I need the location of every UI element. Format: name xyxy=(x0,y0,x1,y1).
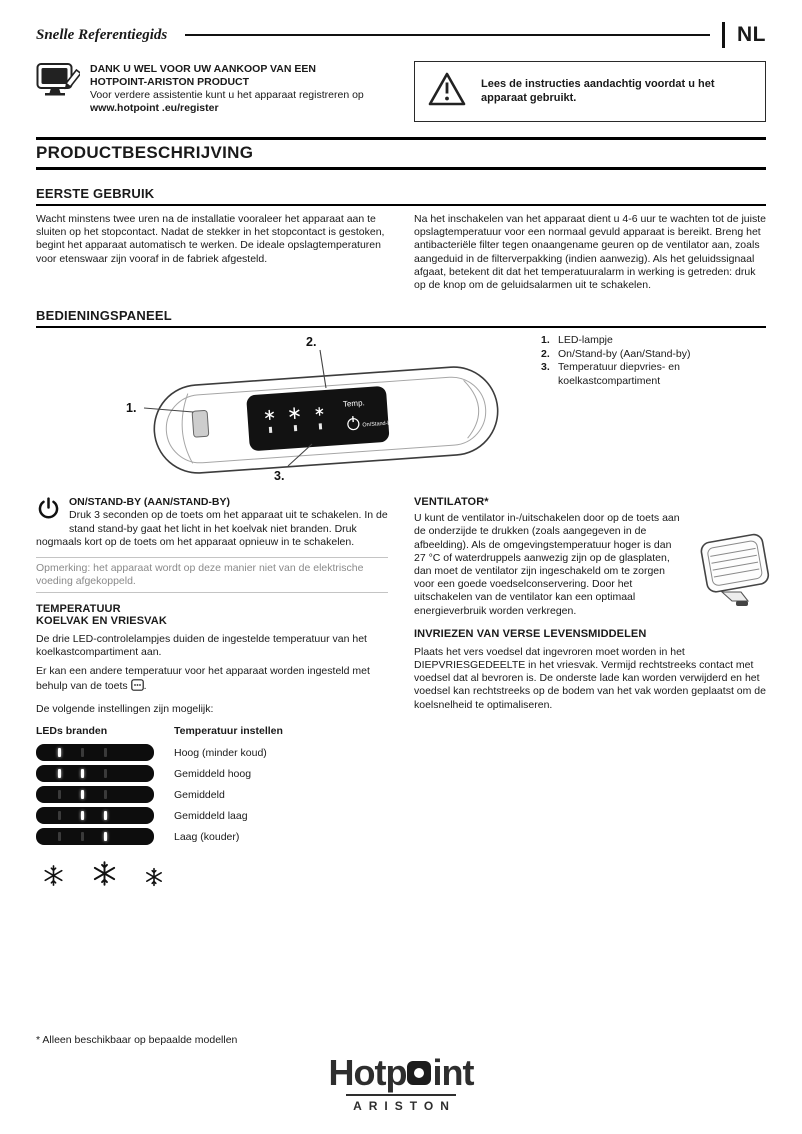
freezing-body: Plaats het vers voedsel dat ingevroren moet worden in het DIEPVRIESGEDEELTE in het vriesvak. Vermijd rechtstreeks contact met voedsel dat al bevroren is. De onderste lade kan worden verwijderd en het voedsel kan rechtstreeks op de bodem van het vak worden geplaatst om de koelsnelheid te optimaliseren. xyxy=(414,645,766,711)
section-heading-bedieningspaneel: BEDIENINGSPANEEL xyxy=(36,308,766,328)
section-title-productbeschrijving: PRODUCTBESCHRIJVING xyxy=(36,137,766,170)
register-icon xyxy=(36,61,80,115)
led-row-label: Gemiddeld laag xyxy=(174,809,248,822)
brand-square-icon xyxy=(407,1061,431,1085)
snowflake-row xyxy=(42,857,388,887)
ventilator-block xyxy=(414,512,766,618)
ventilator-image xyxy=(692,528,780,618)
panel-standby-label: On/Stand-by xyxy=(362,420,394,429)
temp-button-icon xyxy=(131,680,144,692)
legend-text-3b: koelkastcompartiment xyxy=(558,374,661,387)
read-instructions-warning xyxy=(414,61,766,122)
led-display xyxy=(36,744,154,761)
led-row-label: Hoog (minder koud) xyxy=(174,746,267,759)
brand-wordmark xyxy=(0,1054,802,1092)
led-display xyxy=(36,828,154,845)
temperature-para-3: De volgende instellingen zijn mogelijk: xyxy=(36,702,214,715)
legend-item-2 xyxy=(541,348,691,362)
section-heading-eerste-gebruik: EERSTE GEBRUIK xyxy=(36,186,766,206)
standby-note: Opmerking: het apparaat wordt op deze manier niet van de elektrische voeding afgekoppeld. xyxy=(36,557,388,593)
legend-num-3: 3. xyxy=(541,361,550,374)
table-row xyxy=(36,744,388,761)
temperature-heading: TEMPERATUUR xyxy=(36,603,121,616)
control-panel-diagram xyxy=(98,332,568,484)
guide-title: Snelle Referentiegids xyxy=(36,26,168,43)
panel-temp-label: Temp. xyxy=(342,398,366,409)
temperature-para-2 xyxy=(36,665,388,692)
register-text xyxy=(90,61,388,115)
callout-1: 1. xyxy=(126,401,137,416)
register-block xyxy=(36,61,388,115)
brand-logo xyxy=(0,1054,802,1115)
thanks-line-1: DANK U WEL VOOR UW AANKOOP VAN EEN xyxy=(90,63,316,75)
intro-row xyxy=(36,61,766,122)
led-col-header-2: Temperatuur instellen xyxy=(174,725,283,738)
models-footnote: * Alleen beschikbaar op bepaalde modellen xyxy=(36,1034,238,1046)
led-row-label: Laag (kouder) xyxy=(174,830,240,843)
snowflake-icon xyxy=(42,864,65,887)
on-standby-heading: ON/STAND-BY (AAN/STAND-BY) xyxy=(69,496,230,509)
control-panel-figure xyxy=(36,332,766,484)
first-use-left-paragraph: Wacht minstens twee uren na de installatie vooraleer het apparaat aan te sluiten op het stopcontact. Nadat de stekker in het stopcontact is gestoken, begint het apparaat automatisch te werken. De ideale opslagtemperaturen voor etenswaar zijn vooraf in de fabriek afgesteld. xyxy=(36,213,385,265)
legend-num-2: 2. xyxy=(541,347,550,360)
led-display xyxy=(36,807,154,824)
language-badge: NL xyxy=(737,23,766,46)
register-instruction xyxy=(90,89,388,115)
first-use-right-paragraph: Na het inschakelen van het apparaat dient u 4-6 uur te wachten tot de juiste opslagtemperatuur voor een normaal gevuld apparaat is bereikt. Breng het antibacteriële filter tegen onaangename geuren op de ventilator aan, zoals aangeduid in de filterverpakking (indien aanwezig). Als het geluidssignaal afgaat, betekent dit dat het temperatuuralarm in werking is getreden: druk op de knop om de geluidsalarmen uit te schakelen. xyxy=(414,213,766,292)
temperature-para-2-text: Er kan een andere temperatuur voor het apparaat worden ingesteld met behulp van de toets xyxy=(36,665,370,692)
register-url[interactable]: www.hotpoint .eu/register xyxy=(90,102,219,114)
panel-legend xyxy=(541,334,691,388)
table-row xyxy=(36,786,388,803)
legend-item-1 xyxy=(541,334,691,348)
legend-text-2: On/Stand-by (Aan/Stand-by) xyxy=(558,347,691,360)
brand-left: Hotp xyxy=(328,1052,407,1093)
header-rule xyxy=(185,34,710,36)
panel-display xyxy=(246,386,390,452)
on-standby-body: Druk 3 seconden op de toets om het apparaat uit te schakelen. In de stand stand-by gaat het licht in het koelvak niet branden. Druk nogmaals kort op de toets om het apparaat opnieuw in te schakelen. xyxy=(36,509,388,548)
right-column xyxy=(414,496,766,887)
table-row xyxy=(36,828,388,845)
legend-text-1: LED-lampje xyxy=(558,334,613,347)
led-row-label: Gemiddeld xyxy=(174,788,225,801)
page-header xyxy=(36,22,766,48)
lower-columns xyxy=(36,496,766,887)
led-table-header xyxy=(36,725,388,737)
ventilator-heading: VENTILATOR* xyxy=(414,496,489,509)
brand-right: int xyxy=(432,1052,474,1093)
thanks-line-2: HOTPOINT-ARISTON PRODUCT xyxy=(90,76,250,88)
led-display xyxy=(36,786,154,803)
header-tick xyxy=(722,22,725,48)
ventilator-body: U kunt de ventilator in-/uitschakelen door op de toets aan de onderzijde te drukken (zoals aangegeven in de afbeelding). Als de omgevingstemperatuur hoger is dan 27 °C of waterdruppels aanwezig zijn op de glasplaten, dan moet de ventilator zijn ingeschakeld om te zorgen voor een goede voedselconservering. Door het uitschakelen van de ventilator kan een optimaal energieverbruik worden verkregen. xyxy=(414,512,680,617)
callout-3: 3. xyxy=(274,469,285,484)
temperature-para-1: De drie LED-controlelampjes duiden de ingestelde temperatuur van het koelkastcompartiment aan. xyxy=(36,633,367,659)
led-window xyxy=(192,410,209,437)
first-use-columns xyxy=(36,213,766,292)
table-row xyxy=(36,807,388,824)
sub-brand-wordmark: ARISTON xyxy=(346,1094,456,1113)
snowflake-icon xyxy=(144,867,164,887)
legend-item-3 xyxy=(541,361,691,375)
register-instruction-text: Voor verdere assistentie kunt u het apparaat registreren op xyxy=(90,89,364,101)
power-icon xyxy=(36,496,61,525)
led-display xyxy=(36,765,154,782)
callout-2: 2. xyxy=(306,335,317,350)
snowflake-icon xyxy=(91,860,118,887)
warning-icon xyxy=(427,71,467,112)
on-standby-section xyxy=(36,496,388,549)
left-column xyxy=(36,496,388,887)
warning-text: Lees de instructies aandachtig voordat u het apparaat gebruikt. xyxy=(481,78,715,104)
freezing-heading: INVRIEZEN VAN VERSE LEVENSMIDDELEN xyxy=(414,627,647,640)
temperature-para-2-end: . xyxy=(143,679,147,692)
led-row-label: Gemiddeld hoog xyxy=(174,767,252,780)
legend-num-1: 1. xyxy=(541,334,550,347)
led-col-header-1: LEDs branden xyxy=(36,725,108,738)
table-row xyxy=(36,765,388,782)
led-settings-table xyxy=(36,725,388,845)
legend-text-3: Temperatuur diepvries- en xyxy=(558,361,680,374)
temperature-subheading: KOELVAK EN VRIESVAK xyxy=(36,615,167,628)
